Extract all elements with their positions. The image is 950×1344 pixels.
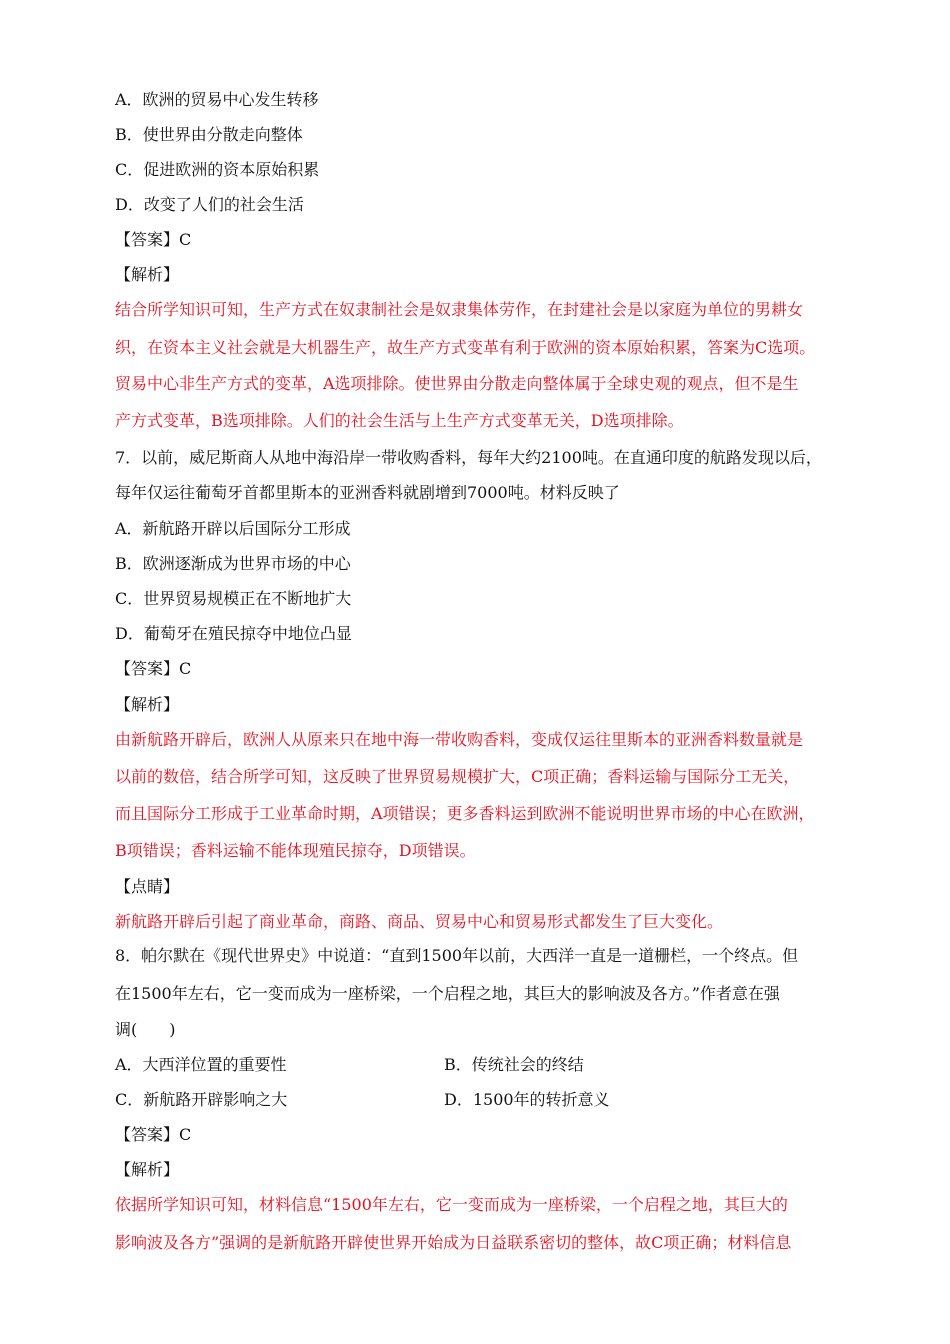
q6-analysis-label: 【解析】	[115, 265, 180, 284]
q6-option-a: A．欧洲的贸易中心发生转移	[115, 90, 319, 109]
q8-option-c: C．新航路开辟影响之大	[115, 1090, 288, 1109]
q8-stem-line: 调( )	[115, 1020, 176, 1039]
q7-stem-line: 每年仅运往葡萄牙首都里斯本的亚洲香料就剧增到7000吨。材料反映了	[115, 483, 620, 502]
q7-stem-line: 7．以前，威尼斯商人从地中海沿岸一带收购香料，每年大约2100吨。在直通印度的航路发现以后，	[115, 448, 822, 467]
q8-option-d: D．1500年的转折意义	[444, 1090, 610, 1109]
q8-stem-line: 在1500年左右，它一变而成为一座桥梁，一个启程之地，其巨大的影响波及各方。”作者意在强	[115, 984, 780, 1003]
q7-tip-label: 【点睛】	[115, 877, 180, 896]
q6-option-c: C．促进欧洲的资本原始积累	[115, 160, 320, 179]
q7-option-b: B．欧洲逐渐成为世界市场的中心	[115, 554, 351, 573]
q6-option-b: B．使世界由分散走向整体	[115, 125, 303, 144]
q6-option-d: D．改变了人们的社会生活	[115, 195, 304, 214]
q7-answer: 【答案】C	[115, 659, 192, 678]
q7-analysis-line: 以前的数倍，结合所学可知，这反映了世界贸易规模扩大，C项正确；香料运输与国际分工无关，	[115, 767, 800, 786]
q8-stem-line: 8．帕尔默在《现代世界史》中说道：“直到1500年以前，大西洋一直是一道栅栏，一个终点。但	[115, 946, 799, 965]
q7-analysis-line: 由新航路开辟后，欧洲人从原来只在地中海一带收购香料，变成仅运往里斯本的亚洲香料数量就是	[115, 730, 804, 749]
q7-option-c: C．世界贸易规模正在不断地扩大	[115, 589, 352, 608]
q8-option-b: B．传统社会的终结	[444, 1055, 584, 1074]
q6-answer: 【答案】C	[115, 230, 192, 249]
q7-tip-text: 新航路开辟后引起了商业革命，商路、商品、贸易中心和贸易形式都发生了巨大变化。	[115, 912, 724, 931]
q6-analysis-line: 织，在资本主义社会就是大机器生产，故生产方式变革有利于欧洲的资本原始积累，答案为C选项。	[115, 338, 816, 357]
q7-analysis-line: B项错误；香料运输不能体现殖民掠夺，D项错误。	[115, 841, 476, 860]
q8-analysis-label: 【解析】	[115, 1160, 180, 1179]
q6-analysis-line: 产方式变革，B选项排除。人们的社会生活与上生产方式变革无关，D选项排除。	[115, 411, 684, 430]
q8-answer: 【答案】C	[115, 1125, 192, 1144]
q7-option-a: A．新航路开辟以后国际分工形成	[115, 519, 351, 538]
q6-analysis-line: 结合所学知识可知，生产方式在奴隶制社会是奴隶集体劳作，在封建社会是以家庭为单位的男耕女	[115, 300, 804, 319]
q8-option-a: A．大西洋位置的重要性	[115, 1055, 287, 1074]
q7-analysis-label: 【解析】	[115, 695, 180, 714]
q6-analysis-line: 贸易中心非生产方式的变革，A选项排除。使世界由分散走向整体属于全球史观的观点，但不是生	[115, 374, 799, 393]
q8-analysis-line: 影响波及各方”强调的是新航路开辟使世界开始成为日益联系密切的整体，故C项正确；材料信息	[115, 1233, 792, 1252]
q7-analysis-line: 而且国际分工形成于工业革命时期，A项错误；更多香料运到欧洲不能说明世界市场的中心在欧洲，	[115, 804, 815, 823]
q8-analysis-line: 依据所学知识可知，材料信息“1500年左右，它一变而成为一座桥梁，一个启程之地，其巨大的	[115, 1195, 788, 1214]
q7-option-d: D．葡萄牙在殖民掠夺中地位凸显	[115, 624, 352, 643]
